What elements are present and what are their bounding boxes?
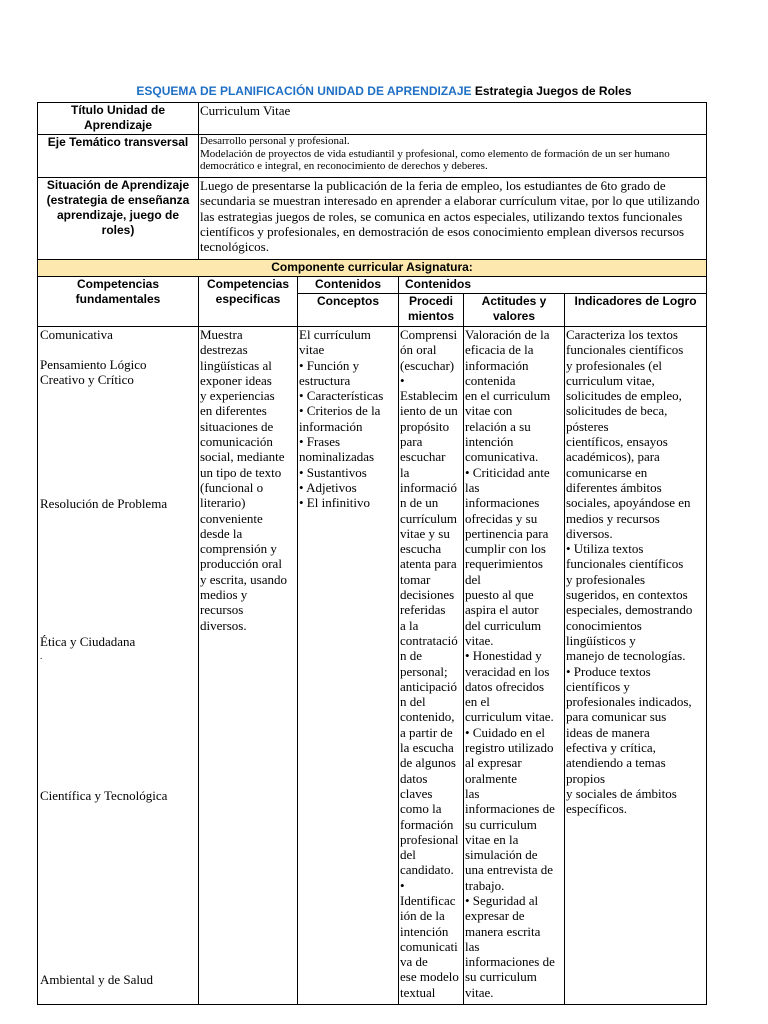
title-blue: ESQUEMA DE PLANIFICACIÓN UNIDAD DE APRENDIZAJE — [136, 84, 472, 98]
unit-title-value: Curriculum Vitae — [199, 103, 707, 135]
header-competencias-especificas: Competencias especificas — [199, 277, 298, 327]
competencias-fundamentales-cell — [38, 327, 199, 1005]
conceptos-cell: El currículum vitae • Función y estructura • Características • Criterios de la información • Frases nominalizadas • Sustantivos • Adjetivos • El infinitivo — [298, 327, 399, 1005]
comp-etica: Ética y Ciudadana — [40, 634, 136, 649]
header-procedimientos: Procedi mientos — [399, 294, 464, 327]
competencias-especificas-cell: Muestra destrezas lingüísticas al exponer ideas y experiencias en diferentes situaciones de comunicación social, mediante un tipo de texto (funcional o literario) conveniente desde la comprensión y producción oral y escrita, usando medios y recursos diversos. — [199, 327, 298, 1005]
header-contenidos-2: Contenidos — [399, 277, 707, 294]
comp-etica-dot: . — [40, 651, 43, 661]
axis-label: Eje Temático transversal — [38, 135, 199, 178]
header-conceptos: Conceptos — [298, 294, 399, 327]
header-competencias-fundamentales: Competencias fundamentales — [38, 277, 199, 327]
title-strategy: Estrategia Juegos de Roles — [471, 84, 632, 98]
actitudes-cell: Valoración de la eficacia de la información contenida en el curriculum vitae con relación a su intención comunicativa. • Criticidad ante las informaciones ofrecidas y su pertinencia para cumplir con los requerimientos del puesto al que aspira el autor del curriculum vitae. • Honestidad y veracidad en los datos ofrecidos en el curriculum vitae. • Cuidado en el registro utilizado al expresar oralmente las informaciones de su curriculum vitae en la simulación de una entrevista de trabajo. • Seguridad al expresar de manera escrita las informaciones de su curriculum vitae. — [464, 327, 565, 1005]
planning-table — [37, 102, 707, 1005]
unit-title-label: Título Unidad de Aprendizaje — [38, 103, 199, 135]
axis-value: Desarrollo personal y profesional. Modelación de proyectos de vida estudiantil y profesional, como elemento de formación de un ser humano democrático e integral, en reconocimiento de derechos y deberes. — [199, 135, 707, 178]
header-indicadores: Indicadores de Logro — [565, 294, 707, 327]
comp-comunicativa: Comunicativa — [40, 327, 113, 342]
page-title — [0, 84, 768, 98]
situation-label: Situación de Aprendizaje (estrategia de enseñanza aprendizaje, juego de roles) — [38, 178, 199, 260]
comp-pensamiento: Pensamiento Lógico Creativo y Crítico — [40, 357, 147, 388]
indicadores-cell: Caracteriza los textos funcionales científicos y profesionales (el curriculum vitae, solicitudes de empleo, solicitudes de beca, pósteres científicos, ensayos académicos), para comunicarse en diferentes ámbitos sociales, apoyándose en medios y recursos diversos. • Utiliza textos funcionales científicos y profesionales sugeridos, en contextos especiales, demostrando conocimientos lingüísticos y manejo de tecnologías. • Produce textos científicos y profesionales indicados, para comunicar sus ideas de manera efectiva y crítica, atendiendo a temas propios y sociales de ámbitos específicos. — [565, 327, 707, 1005]
comp-resolucion: Resolución de Problema — [40, 496, 168, 511]
component-band: Componente curricular Asignatura: — [38, 260, 707, 277]
header-contenidos-1: Contenidos — [298, 277, 399, 294]
comp-cientifica: Científica y Tecnológica — [40, 788, 168, 803]
procedimientos-cell: Comprensi ón oral (escuchar) • Establecim iento de un propósito para escuchar la informació n de un currículum vitae y su escucha atenta para tomar decisiones referidas a la contratació n de personal; anticipació n del contenido, a partir de la escucha de algunos datos claves como la formación profesional del candidato. • Identificac ión de la intención comunicati va de ese modelo textual — [399, 327, 464, 1005]
situation-value: Luego de presentarse la publicación de la feria de empleo, los estudiantes de 6to grado de secundaria se muestran interesado en aprender a elaborar currículum vitae, por lo que utilizando las estrategias juegos de roles, se comunica en actos especiales, utilizando textos funcionales científicos y profesionales, en demostración de esos conocimiento emplean diversos recursos tecnológicos. — [199, 178, 707, 260]
header-actitudes: Actitudes y valores — [464, 294, 565, 327]
comp-ambiental: Ambiental y de Salud — [40, 972, 154, 987]
